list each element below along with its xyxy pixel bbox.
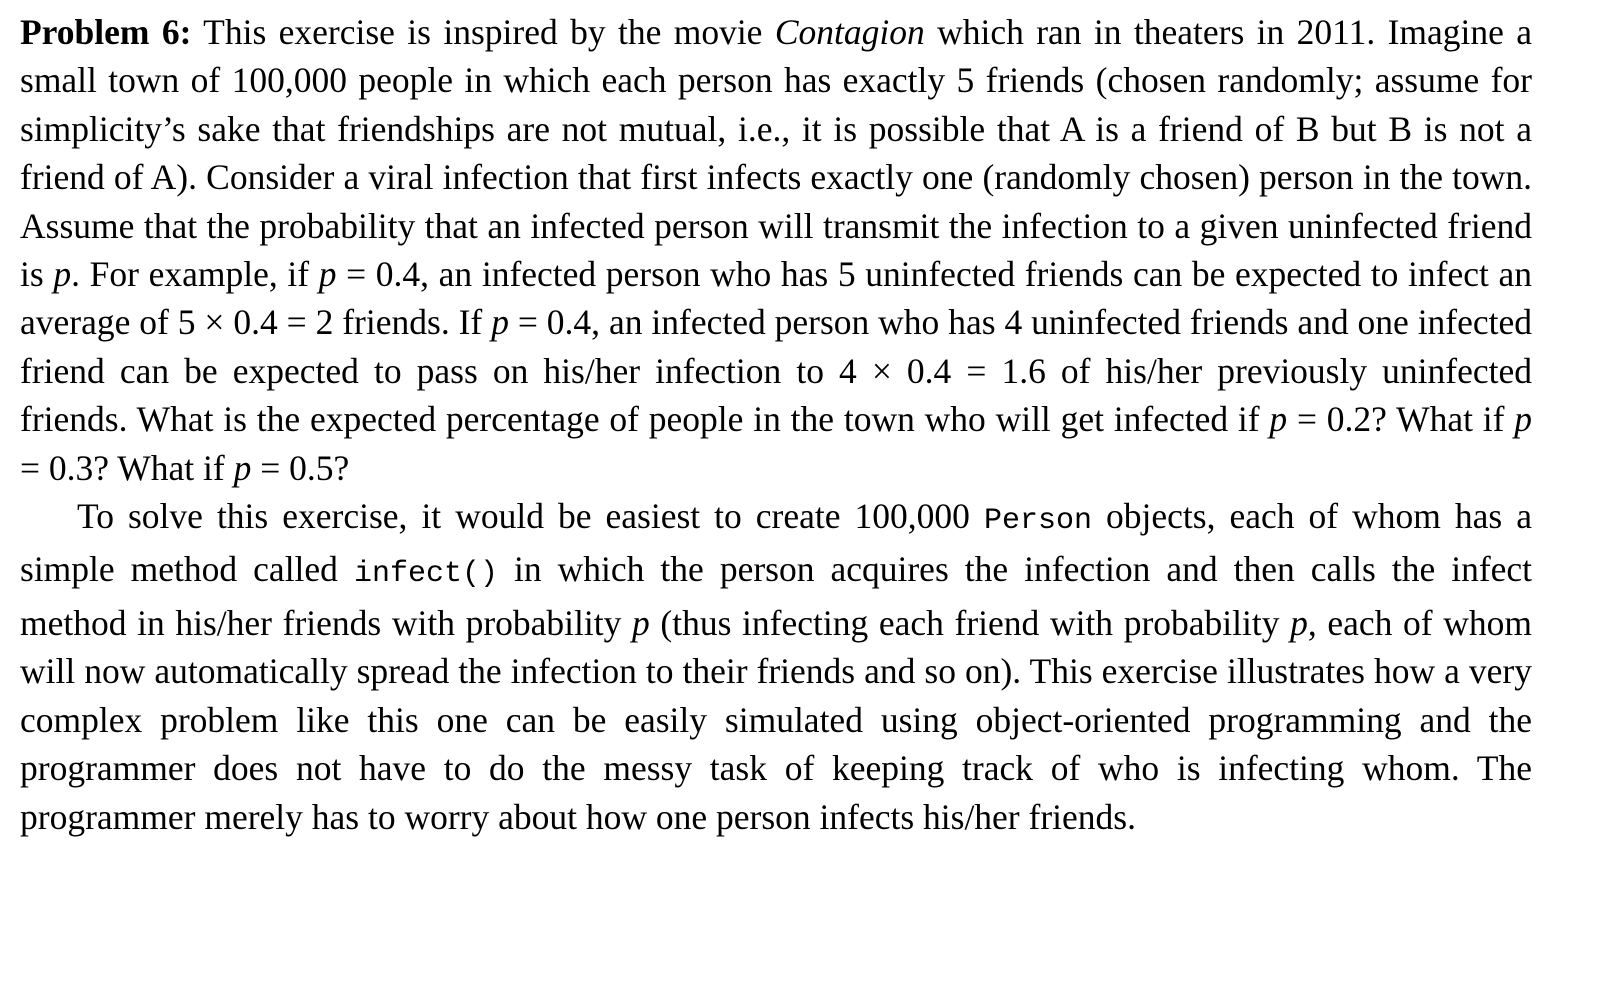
math-variable-p: p <box>1514 399 1533 440</box>
math-variable-p: p <box>53 254 72 295</box>
text-run: To solve this exercise, it would be easiest to create 100,000 <box>77 496 970 537</box>
text-run: objects, each of whom has a simple method called <box>20 496 1532 590</box>
problem-text <box>20 8 1532 841</box>
text-run: This exercise is inspired by the movie <box>203 12 763 52</box>
text-run: = 0.2? What if <box>1296 399 1505 440</box>
text-run: = 0.4, an infected person who has 4 uninfected friends and one infected friend can be expected to pass on his/her infection to 4 × 0.4 = 1.6 of his/her previously uninfected friends. What is the expected percentage of people in the town who will get infected if <box>20 302 1533 440</box>
text-run: , each of whom will now automatically spread the infection to their friends and so on). This exercise illustrates how a very complex problem like this one can be easily simulated using object-oriented programming and the programmer does not have to do the messy task of keeping track of who is infecting whom. The programmer merely has to worry about how one person infects his/her friends. <box>20 602 1533 837</box>
text-run: (thus infecting each friend with probability <box>660 602 1280 643</box>
math-variable-p: p <box>1290 602 1308 643</box>
text-run: = 0.5? <box>260 447 350 488</box>
text-run: = 0.3? What if <box>20 447 225 488</box>
math-variable-p: p <box>1269 399 1288 440</box>
text-run: . For example, if <box>71 254 310 295</box>
problem-paragraph-1 <box>20 8 1532 492</box>
text-run: in which the person acquires the infection and then calls the infect method in his/her friends with probability <box>20 549 1533 643</box>
code-person: Person <box>983 504 1092 539</box>
problem-paragraph-2 <box>20 492 1532 841</box>
code-infect: infect() <box>353 557 498 592</box>
math-variable-p: p <box>632 602 650 643</box>
math-variable-p: p <box>491 302 509 343</box>
text-run: which ran in theaters in 2011. Imagine a small town of 100,000 people in which each person has exactly 5 friends (chosen randomly; assume for simplicity’s sake that friendships are not mutual, i.e., it is possible that A is a friend of B but B is not a friend of A). Consider a viral infection that first infects exactly one (randomly chosen) person in the town. Assume that the probability that an infected person will transmit the infection to a given uninfected friend is <box>20 12 1533 295</box>
math-variable-p: p <box>318 254 337 295</box>
math-variable-p: p <box>233 447 252 488</box>
text-run: = 0.4, an infected person who has 5 uninfected friends can be expected to infect an average of 5 × 0.4 = 2 friends. If <box>20 254 1533 343</box>
movie-title: Contagion <box>774 12 925 52</box>
problem-label: Problem 6: <box>20 12 192 52</box>
